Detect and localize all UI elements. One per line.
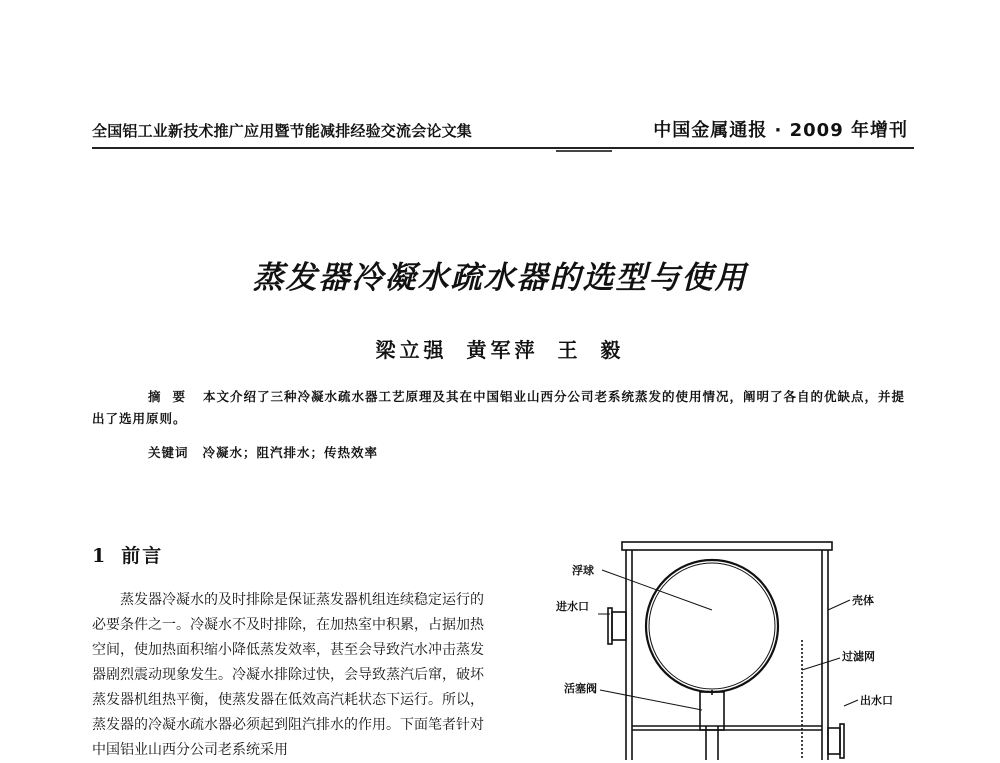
abstract-text: 本文介绍了三种冷凝水疏水器工艺原理及其在中国铝业山西分公司老系统蒸发的使用情况，阐明了各自的优缺点，并提出了选用原则。 <box>92 389 906 426</box>
steam-trap-diagram <box>540 530 920 760</box>
header-rule-mark <box>556 150 612 152</box>
body-paragraph: 蒸发器冷凝水的及时排除是保证蒸发器机组连续稳定运行的必要条件之一。冷凝水不及时排除，在加热室中积累，占据加热空间，使加热面积缩小降低蒸发效率，甚至会导致汽水冲击蒸发器剧烈震动现象发生。冷凝水排除过快，会导致蒸汽后窜，破坏蒸发器机组热平衡，使蒸发器在低效高汽耗状态下运行。所以，蒸发器的冷凝水疏水器必须起到阻汽排水的作用。下面笔者针对中国铝业山西分公司老系统采用 <box>92 592 484 758</box>
label-outlet: 出水口 <box>860 694 893 707</box>
paper-title: 蒸发器冷凝水疏水器的选型与使用 <box>252 260 748 296</box>
abstract <box>92 386 917 430</box>
abstract-label: 摘要 <box>148 389 198 404</box>
outlet-nozzle <box>828 728 840 754</box>
label-piston-valve: 活塞阀 <box>564 682 597 695</box>
inlet-nozzle <box>612 612 626 640</box>
section-title: 前言 <box>121 545 164 567</box>
keywords-label: 关键词 <box>148 445 189 460</box>
running-header-left: 全国铝工业新技术推广应用暨节能减排经验交流会论文集 <box>92 122 473 140</box>
section-number: 1 <box>92 545 108 567</box>
top-flange <box>622 542 832 550</box>
label-float: 浮球 <box>572 564 594 577</box>
label-filter: 过滤网 <box>842 650 875 663</box>
authors: 梁立强 黄军萍 王 毅 <box>375 338 625 362</box>
running-header-right: 中国金属通报 · 2009 年增刊 <box>653 120 908 141</box>
label-shell: 壳体 <box>852 594 874 607</box>
keywords <box>148 442 378 464</box>
body-column <box>92 588 484 763</box>
section-heading <box>92 541 163 568</box>
keywords-text: 冷凝水；阻汽排水；传热效率 <box>202 445 379 460</box>
float-ball <box>646 560 778 692</box>
label-inlet: 进水口 <box>556 600 589 613</box>
piston-valve <box>700 692 724 730</box>
header-rule <box>92 147 914 149</box>
